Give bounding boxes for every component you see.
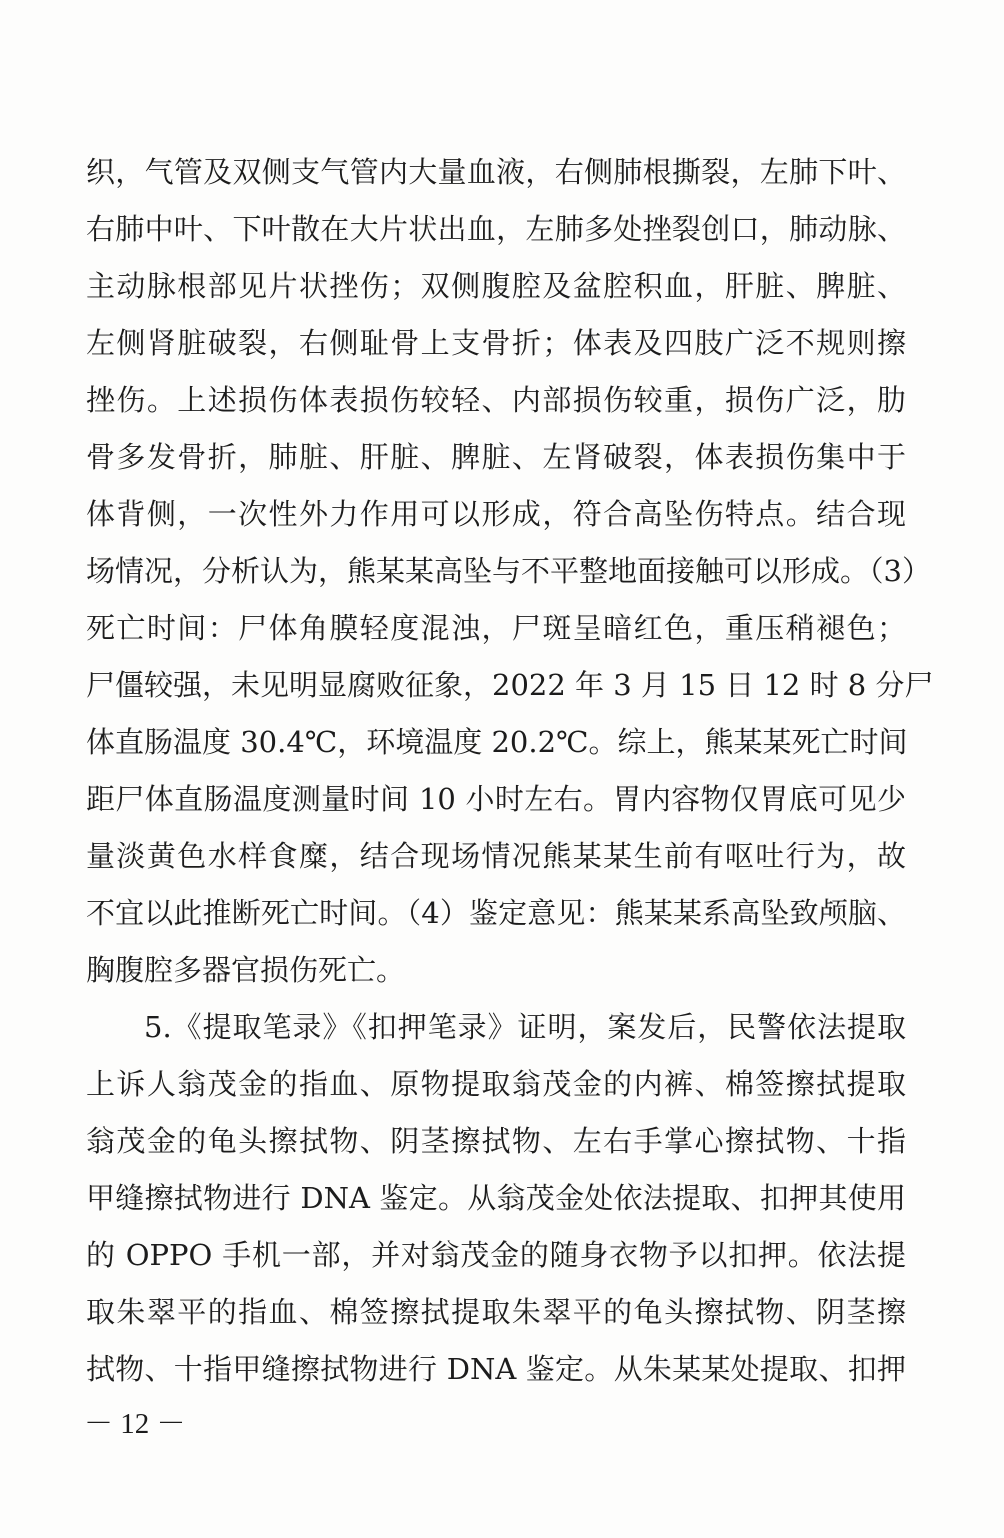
text-line: 上诉人翁茂金的指血、原物提取翁茂金的内裤、棉签擦拭提取	[86, 1067, 906, 1101]
text-line: 挫伤。上述损伤体表损伤较轻、内部损伤较重，损伤广泛，肋	[86, 383, 906, 417]
text-line: 胸腹腔多器官损伤死亡。	[86, 953, 406, 987]
text-line: 场情况，分析认为，熊某某高坠与不平整地面接触可以形成。（3）	[86, 554, 931, 588]
text-line: 取朱翠平的指血、棉签擦拭提取朱翠平的龟头擦拭物、阴茎擦	[86, 1295, 906, 1329]
text-line: 主动脉根部见片状挫伤；双侧腹腔及盆腔积血，肝脏、脾脏、	[86, 269, 906, 303]
text-line: 右肺中叶、下叶散在大片状出血，左肺多处挫裂创口，肺动脉、	[86, 212, 906, 246]
paragraph-start-line: 5.《提取笔录》《扣押笔录》证明，案发后，民警依法提取	[144, 1010, 906, 1044]
text-line: 死亡时间：尸体角膜轻度混浊，尸斑呈暗红色，重压稍褪色；	[86, 611, 906, 645]
text-line: 甲缝擦拭物进行 DNA 鉴定。从翁茂金处依法提取、扣押其使用	[86, 1181, 906, 1215]
text-line: 的 OPPO 手机一部，并对翁茂金的随身衣物予以扣押。依法提	[86, 1238, 906, 1272]
text-line: 织，气管及双侧支气管内大量血液，右侧肺根撕裂，左肺下叶、	[86, 155, 906, 189]
text-line: 体直肠温度 30.4℃，环境温度 20.2℃。综上，熊某某死亡时间	[86, 725, 908, 759]
text-line: 拭物、十指甲缝擦拭物进行 DNA 鉴定。从朱某某处提取、扣押	[86, 1352, 906, 1386]
text-line: 体背侧，一次性外力作用可以形成，符合高坠伤特点。结合现	[86, 497, 906, 531]
page-number: － 12 －	[84, 1408, 186, 1440]
text-line: 距尸体直肠温度测量时间 10 小时左右。胃内容物仅胃底可见少	[86, 782, 906, 816]
text-line: 骨多发骨折，肺脏、肝脏、脾脏、左肾破裂，体表损伤集中于	[86, 440, 906, 474]
text-line: 左侧肾脏破裂，右侧耻骨上支骨折；体表及四肢广泛不规则擦	[86, 326, 906, 360]
text-line: 不宜以此推断死亡时间。（4）鉴定意见：熊某某系高坠致颅脑、	[86, 896, 906, 930]
text-line: 量淡黄色水样食糜，结合现场情况熊某某生前有呕吐行为，故	[86, 839, 906, 873]
text-line: 翁茂金的龟头擦拭物、阴茎擦拭物、左右手掌心擦拭物、十指	[86, 1124, 906, 1158]
text-line: 尸僵较强，未见明显腐败征象，2022 年 3 月 15 日 12 时 8 分尸	[86, 668, 934, 702]
